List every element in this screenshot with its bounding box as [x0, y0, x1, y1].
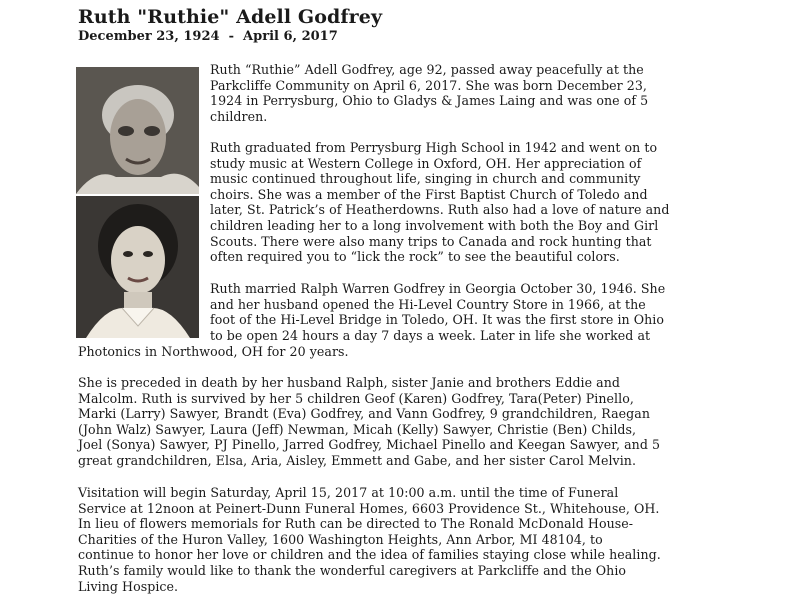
- paragraph-marriage-career-continued: Photonics in Northwood, OH for 20 years.: [78, 344, 349, 359]
- life-dates: December 23, 1924 - April 6, 2017: [78, 29, 338, 44]
- paragraph-services: Visitation will begin Saturday, April 15, 2017 at 10:00 a.m. until the time of Funeral Service at 12noon at Peinert-Dunn Funeral Homes, 6603 Providence St., Whitehouse, OH. In lieu of flowers memorials for Ruth can be directed to The Ronald McDonald House- Charities of the Huron Valley, 1600 Washington Heights, Ann Arbor, MI 48104, to continue to honor her love or children and the idea of families staying close while healing. Ruth’s family would like to thank the wonderful caregivers at Parkcliffe and the Ohio Living Hospice.: [78, 485, 661, 594]
- portrait-photo-young: [76, 196, 199, 338]
- paragraph-education-interests: Ruth graduated from Perrysburg High School in 1942 and went on to study music at Western College in Oxford, OH. Her appreciation of music continued throughout life, singing in church and community choirs. She was a member of the First Baptist Church of Toledo and later, St. Patrick’s of Heatherdowns. Ruth also had a love of nature and children leading her to a long involvement with both the Boy and Girl Scouts. There were also many trips to Canada and rock hunting that often required you to “lick the rock” to see the beautiful colors.: [210, 140, 670, 265]
- elderly-portrait-image: [76, 67, 199, 194]
- paragraph-family: She is preceded in death by her husband Ralph, sister Janie and brothers Eddie and Malcolm. Ruth is survived by her 5 children Geof (Karen) Godfrey, Tara(Peter) Pinello, Marki (Larry) Sawyer, Brandt (Eva) Godfrey, and Vann Godfrey, 9 grandchildren, Raegan (John Walz) Sawyer, Laura (Jeff) Newman, Micah (Kelly) Sawyer, Christie (Ben) Childs, Joel (Sonya) Sawyer, PJ Pinello, Jarred Godfrey, Michael Pinello and Keegan Sawyer, and 5 great grandchildren, Elsa, Aria, Aisley, Emmett and Gabe, and her sister Carol Melvin.: [78, 375, 661, 468]
- paragraph-intro: Ruth “Ruthie” Adell Godfrey, age 92, passed away peacefully at the Parkcliffe Community on April 6, 2017. She was born December 23, 1924 in Perrysburg, Ohio to Gladys & James Laing and was one of 5 children.: [210, 62, 649, 124]
- paragraph-marriage-career: Ruth married Ralph Warren Godfrey in Georgia October 30, 1946. She and her husband opened the Hi-Level Country Store in 1966, at the foot of the Hi-Level Bridge in Toledo, OH. It was the first store in Ohio to be open 24 hours a day 7 days a week. Later in life she worked at: [210, 281, 666, 343]
- portrait-photo-elderly: [76, 67, 199, 194]
- obituary-name: Ruth "Ruthie" Adell Godfrey: [78, 6, 383, 28]
- young-portrait-image: [76, 196, 199, 338]
